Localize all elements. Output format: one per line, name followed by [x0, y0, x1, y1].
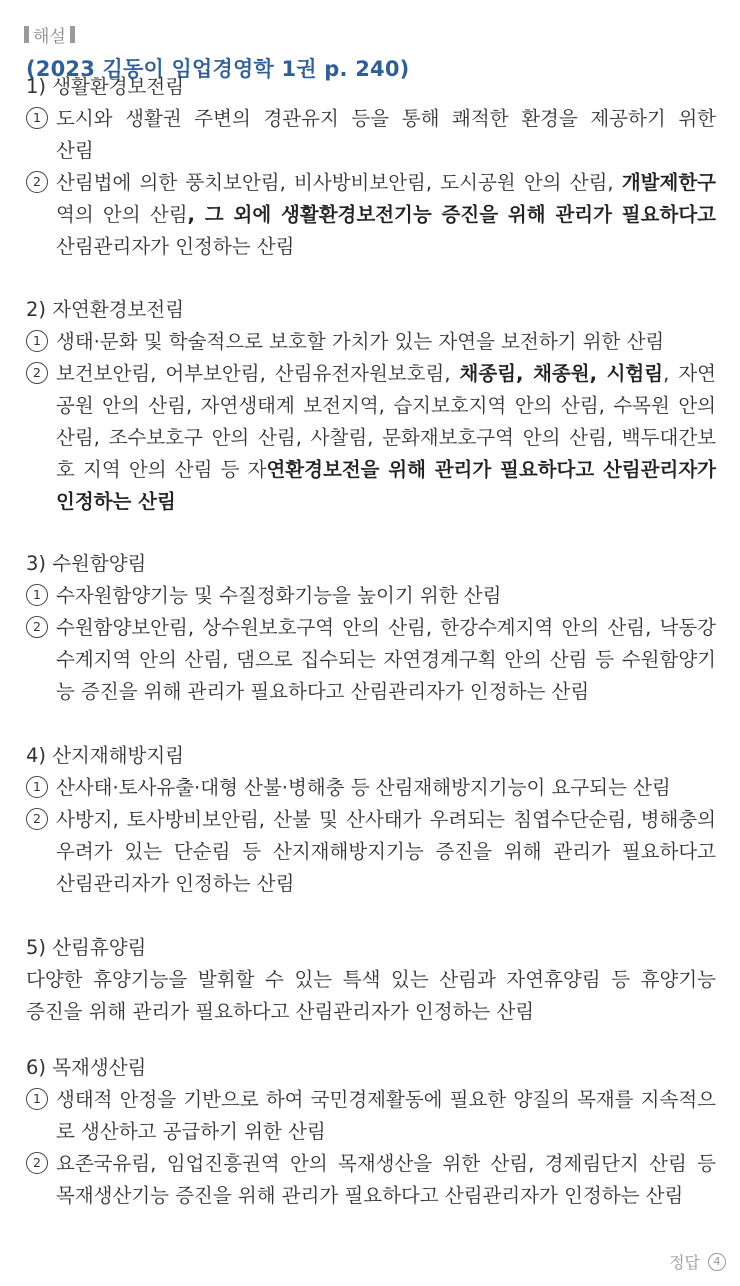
- text-line: [56, 422, 716, 454]
- text-line: [56, 836, 716, 868]
- list-item: [26, 580, 716, 612]
- text-segment: 요존국유림, 임업진흥권역 안의 목재생산을 위한 산림, 경제림단지 산림 등: [56, 1152, 716, 1175]
- circled-number-marker: 2: [26, 171, 48, 193]
- text-segment: 보건보안림, 어부보안림, 산림유전자원보호림,: [56, 362, 460, 385]
- list-item: [26, 326, 716, 358]
- text-segment: 수계지역 안의 산림, 댐으로 집수되는 자연경계구획 안의 산림 등 수원함양기: [56, 648, 716, 671]
- text-line: [56, 135, 716, 167]
- circled-number-marker: 1: [26, 107, 48, 129]
- circled-number-marker: 1: [26, 330, 48, 352]
- text-segment: 생태·문화 및 학술적으로 보호할 가치가 있는 자연을 보전하기 위한 산림: [56, 330, 665, 353]
- text-line: [56, 231, 716, 263]
- bold-text: , 그 외에 생활환경보전기능 증진을 위해 관리가 필요하다고: [187, 203, 716, 226]
- text-segment: 수자원함양기능 및 수질정화기능을 높이기 위한 산림: [56, 584, 502, 607]
- text-segment: 산림관리자가 인정하는 산림: [56, 235, 295, 258]
- text-segment: 호 지역 안의 산림 등 자: [56, 458, 267, 481]
- text-line: [56, 103, 716, 135]
- text-segment: 목재생산기능 증진을 위해 관리가 필요하다고 산림관리자가 인정하는 산림: [56, 1184, 684, 1207]
- text-line: [56, 804, 716, 836]
- circled-number-marker: 1: [26, 584, 48, 606]
- text-line: [56, 612, 716, 644]
- circled-number-marker: 1: [26, 776, 48, 798]
- text-segment: 로 생산하고 공급하기 위한 산림: [56, 1120, 326, 1143]
- text-line: [56, 199, 716, 231]
- text-segment: 산림, 조수보호구 안의 산림, 사찰림, 문화재보호구역 안의 산림, 백두대간보: [56, 426, 716, 449]
- answer-label: 정답: [669, 1253, 700, 1272]
- text-segment: 산사태·토사유출·대형 산불·병해충 등 산림재해방지기능이 요구되는 산림: [56, 776, 671, 799]
- paragraph: [26, 964, 716, 1028]
- text-segment: 사방지, 토사방비보안림, 산불 및 산사태가 우려되는 침엽수단순림, 병해충의: [56, 808, 716, 831]
- tag-bar-left: [24, 26, 29, 43]
- list-item: [26, 772, 716, 804]
- text-line: [26, 996, 716, 1028]
- text-line: [56, 644, 716, 676]
- text-segment: 수원함양보안림, 상수원보호구역 안의 산림, 한강수계지역 안의 산림, 낙동강: [56, 616, 716, 639]
- text-line: [56, 167, 716, 199]
- circled-number-marker: 2: [26, 1152, 48, 1174]
- list-item: [26, 804, 716, 900]
- text-segment: 역의 안의 산림: [56, 203, 188, 226]
- tag-label: 해설: [33, 26, 66, 47]
- text-line: [26, 964, 716, 996]
- list-item: [26, 1148, 716, 1212]
- section-title: 2) 자연환경보전림: [26, 298, 185, 321]
- section-title: 1) 생활환경보전림: [26, 75, 185, 98]
- text-line: [56, 1084, 716, 1116]
- circled-number-marker: 2: [26, 616, 48, 638]
- text-segment: , 자연: [663, 362, 716, 385]
- text-line: [56, 1180, 716, 1212]
- list-item: [26, 167, 716, 263]
- bold-text: 연환경보전을 위해 관리가 필요하다고 산림관리자가: [266, 458, 716, 481]
- section-title: 3) 수원함양림: [26, 552, 147, 575]
- text-segment: 산림관리자가 인정하는 산림: [56, 872, 295, 895]
- explanation-tag: [24, 22, 75, 46]
- text-line: [56, 676, 716, 708]
- answer-line: [669, 1250, 726, 1273]
- circled-number-marker: 1: [26, 1088, 48, 1110]
- text-line: [56, 326, 716, 358]
- text-line: [56, 1116, 716, 1148]
- text-segment: 공원 안의 산림, 자연생태계 보전지역, 습지보호지역 안의 산림, 수목원 안의: [56, 394, 716, 417]
- section-title: 5) 산림휴양림: [26, 936, 147, 959]
- list-item: [26, 358, 716, 518]
- bold-text: 인정하는 산림: [56, 490, 176, 513]
- text-segment: 다양한 휴양기능을 발휘할 수 있는 특색 있는 산림과 자연휴양림 등 휴양기능: [26, 968, 716, 991]
- text-segment: 생태적 안정을 기반으로 하여 국민경제활동에 필요한 양질의 목재를 지속적으: [56, 1088, 716, 1111]
- circled-number-marker: 2: [26, 362, 48, 384]
- text-segment: 증진을 위해 관리가 필요하다고 산림관리자가 인정하는 산림: [26, 1000, 535, 1023]
- text-segment: 도시와 생활권 주변의 경관유지 등을 통해 쾌적한 환경을 제공하기 위한: [56, 107, 716, 130]
- text-segment: 산림법에 의한 풍치보안림, 비사방비보안림, 도시공원 안의 산림,: [56, 171, 622, 194]
- bold-text: 개발제한구: [621, 171, 716, 194]
- tag-bar-right: [70, 26, 75, 43]
- list-item: [26, 103, 716, 167]
- text-segment: 산림: [56, 139, 94, 162]
- answer-marker: 4: [708, 1253, 726, 1271]
- text-line: [56, 358, 716, 390]
- text-segment: 우려가 있는 단순림 등 산지재해방지기능 증진을 위해 관리가 필요하다고: [56, 840, 716, 863]
- text-line: [56, 772, 716, 804]
- text-line: [56, 486, 716, 518]
- circled-number-marker: 2: [26, 808, 48, 830]
- text-line: [56, 868, 716, 900]
- text-line: [56, 454, 716, 486]
- text-line: [56, 580, 716, 612]
- text-line: [56, 390, 716, 422]
- section-title: 4) 산지재해방지림: [26, 744, 185, 767]
- list-item: [26, 1084, 716, 1148]
- list-item: [26, 612, 716, 708]
- bold-text: 채종림, 채종원, 시험림: [459, 362, 664, 385]
- source-reference: (2023 김동이 임업경영학 1권 p. 240): [26, 57, 410, 81]
- text-line: [56, 1148, 716, 1180]
- text-segment: 능 증진을 위해 관리가 필요하다고 산림관리자가 인정하는 산림: [56, 680, 590, 703]
- section-title: 6) 목재생산림: [26, 1056, 147, 1079]
